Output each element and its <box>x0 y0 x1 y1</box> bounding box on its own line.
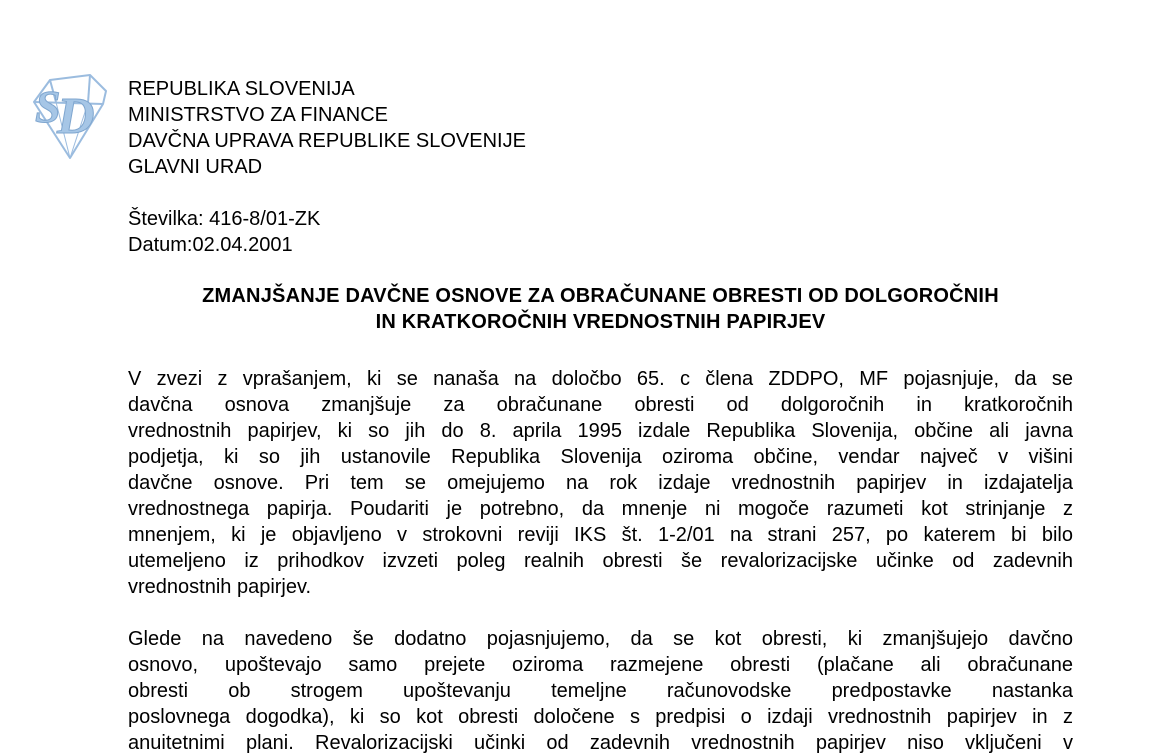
logo-letter-d: D <box>57 88 95 145</box>
paragraph-line: poslovnega dogodka), ki so kot obresti določene s predpisi o izdaji vrednostnih papirjev in z <box>128 706 1073 728</box>
paragraph-line: utemeljeno iz prihodkov izvzeti poleg realnih obresti še revalorizacijske učinke od zadevnih <box>128 550 1073 572</box>
paragraph-line: vrednostnih papirjev. <box>128 576 312 598</box>
paragraph-line: podjetja, ki so jih ustanovile Republika Slovenija oziroma občine, vendar največ v višini <box>128 446 1073 468</box>
org-header-line-administration: DAVČNA UPRAVA REPUBLIKE SLOVENIJE <box>128 130 526 152</box>
org-header-line-office: GLAVNI URAD <box>128 156 263 178</box>
durs-logo <box>29 71 111 163</box>
paragraph-line: osnovo, upoštevajo samo prejete oziroma razmejene obresti (plačane ali obračunane <box>128 654 1073 676</box>
document-title-line-1: ZMANJŠANJE DAVČNE OSNOVE ZA OBRAČUNANE OBRESTI OD DOLGOROČNIH <box>202 285 999 307</box>
org-header-line-ministry: MINISTRSTVO ZA FINANCE <box>128 104 389 126</box>
document-number: Številka: 416-8/01-ZK <box>128 208 321 230</box>
paragraph-line: Glede na navedeno še dodatno pojasnjujemo, da se kot obresti, ki zmanjšujejo davčno <box>128 628 1073 650</box>
paragraph-line: vrednostnega papirja. Poudariti je potrebno, da mnenje ni mogoče razumeti kot strinjanje z <box>128 498 1073 520</box>
document-date: Datum:02.04.2001 <box>128 234 293 256</box>
paragraph-line: vrednostnih papirjev, ki so jih do 8. aprila 1995 izdale Republika Slovenija, občine ali javna <box>128 420 1073 442</box>
document-meta <box>128 206 320 258</box>
paragraph-1 <box>128 366 1073 600</box>
document-title-line-2: IN KRATKOROČNIH VREDNOSTNIH PAPIRJEV <box>375 311 826 333</box>
logo-letter-s: S <box>35 81 61 132</box>
paragraph-line: V zvezi z vprašanjem, ki se nanaša na določbo 65. c člena ZDDPO, MF pojasnjuje, da se <box>128 368 1073 390</box>
paragraph-line: davčna osnova zmanjšuje za obračunane obresti od dolgoročnih in kratkoročnih <box>128 394 1073 416</box>
paragraph-line: anuitetnimi plani. Revalorizacijski učinki od zadevnih vrednostnih papirjev niso vključeni v <box>128 732 1073 754</box>
document-title <box>128 283 1073 335</box>
org-header-line-country: REPUBLIKA SLOVENIJA <box>128 78 355 100</box>
paragraph-line: davčne osnove. Pri tem se omejujemo na rok izdaje vrednostnih papirjev in izdajatelja <box>128 472 1073 494</box>
paragraph-line: mnenjem, ki je objavljeno v strokovni reviji IKS št. 1-2/01 na strani 257, po katerem bi bilo <box>128 524 1073 546</box>
paragraph-line: obresti ob strogem upoštevanju temeljne računovodske predpostavke nastanka <box>128 680 1073 702</box>
gem-sd-logo-icon <box>29 71 111 163</box>
letterhead <box>128 76 526 180</box>
paragraph-2 <box>128 626 1073 756</box>
